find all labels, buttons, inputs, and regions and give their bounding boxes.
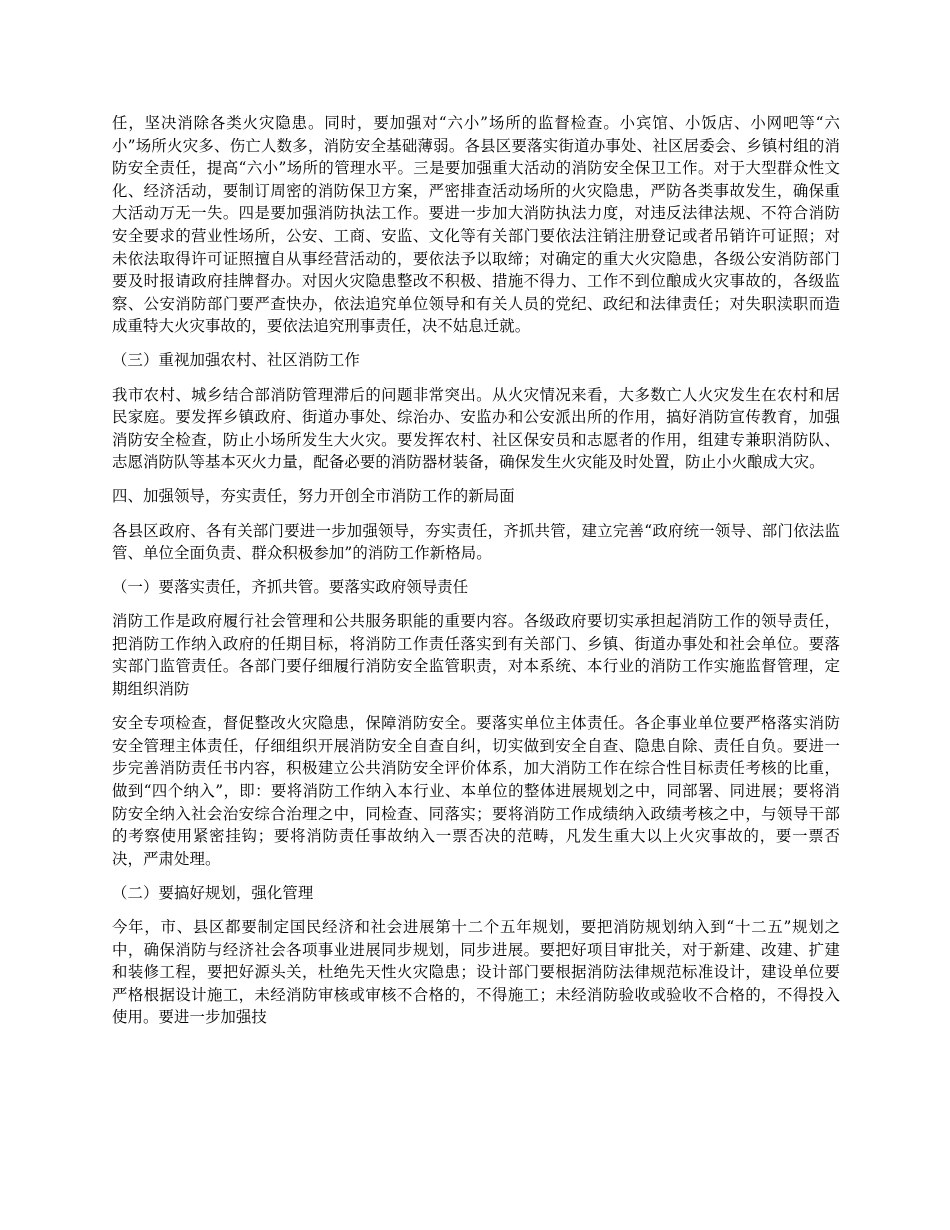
section-heading: （二）要搞好规划，强化管理 xyxy=(112,883,314,902)
body-paragraph: 任，坚决消除各类火灾隐患。同时，要加强对“六小”场所的监督检查。小宾馆、小饭店、小网吧等“六小”场所火灾多、伤亡人数多，消防安全基础薄弱。各县区要落实街道办事处、社区居委会、乡镇村组的消防安全责任，提高“六小”场所的管理水平。三是要加强重大活动的消防安全保卫工作。对于大型群众性文化、经济活动，要制订周密的消防保卫方案，严密排查活动场所的火灾隐患，严防各类事故发生，确保重大活动万无一失。四是要加强消防执法工作。要进一步加大消防执法力度，对违反法律法规、不符合消防安全要求的营业性场所，公安、工商、安监、文化等有关部门要依法注销注册登记或者吊销许可证照；对未依法取得许可证照擅自从事经营活动的，要依法予以取缔；对确定的重大火灾隐患，各级公安消防部门要及时报请政府挂牌督办。对因火灾隐患整改不积极、措施不得力、工作不到位酿成火灾事故的，各级监察、公安消防部门要严查快办，依法追究单位领导和有关人员的党纪、政纪和法律责任；对失职渎职而造成重特大火灾事故的，要依法追究刑事责任，决不姑息迁就。 xyxy=(112,114,840,336)
body-paragraph: 消防工作是政府履行社会管理和公共服务职能的重要内容。各级政府要切实承担起消防工作的领导责任，把消防工作纳入政府的任期目标，将消防工作责任落实到有关部门、乡镇、街道办事处和社会单位。要落实部门监管责任。各部门要仔细履行消防安全监管职责，对本系统、本行业的消防工作实施监督管理，定期组织消防 xyxy=(112,612,840,699)
body-paragraph: 今年，市、县区都要制定国民经济和社会进展第十二个五年规划，要把消防规划纳入到“十二五”规划之中，确保消防与经济社会各项事业进展同步规划，同步进展。要把好项目审批关，对于新建、改建、扩建和装修工程，要把好源头关，杜绝先天性火灾隐患；设计部门要根据消防法律规范标准设计，建设单位要严格根据设计施工，未经消防审核或审核不合格的，不得施工；未经消防验收或验收不合格的，不得投入使用。要进一步加强技 xyxy=(112,917,840,1027)
section-heading: 四、加强领导，夯实责任，努力开创全市消防工作的新局面 xyxy=(112,487,515,506)
body-paragraph: 我市农村、城乡结合部消防管理滞后的问题非常突出。从火灾情况来看，大多数亡人火灾发生在农村和居民家庭。要发挥乡镇政府、街道办事处、综治办、安监办和公安派出所的作用，搞好消防宣传教育，加强消防安全检查，防止小场所发生大火灾。要发挥农村、社区保安员和志愿者的作用，组建专兼职消防队、志愿消防队等基本灭火力量，配备必要的消防器材装备，确保发生火灾能及时处置，防止小火酿成大灾。 xyxy=(112,385,840,472)
section-heading: （一）要落实责任，齐抓共管。要落实政府领导责任 xyxy=(112,578,469,597)
body-paragraph: 各县区政府、各有关部门要进一步加强领导，夯实责任，齐抓共管，建立完善“政府统一领导、部门依法监管、单位全面负责、群众积极参加”的消防工作新格局。 xyxy=(112,521,840,563)
section-heading: （三）重视加强农村、社区消防工作 xyxy=(112,351,360,370)
document-page xyxy=(112,112,840,1040)
body-paragraph: 安全专项检查，督促整改火灾隐患，保障消防安全。要落实单位主体责任。各企事业单位要严格落实消防安全管理主体责任，仔细组织开展消防安全自查自纠，切实做到安全自查、隐患自除、责任自负。要进一步完善消防责任书内容，积极建立公共消防安全评价体系，加大消防工作在综合性目标责任考核的比重，做到“四个纳入”，即：要将消防工作纳入本行业、本单位的整体进展规划之中，同部署、同进展；要将消防安全纳入社会治安综合治理之中，同检查、同落实；要将消防工作成绩纳入政绩考核之中，与领导干部的考察使用紧密挂钩；要将消防责任事故纳入一票否决的范畴，凡发生重大以上火灾事故的，要一票否决，严肃处理。 xyxy=(112,714,840,868)
